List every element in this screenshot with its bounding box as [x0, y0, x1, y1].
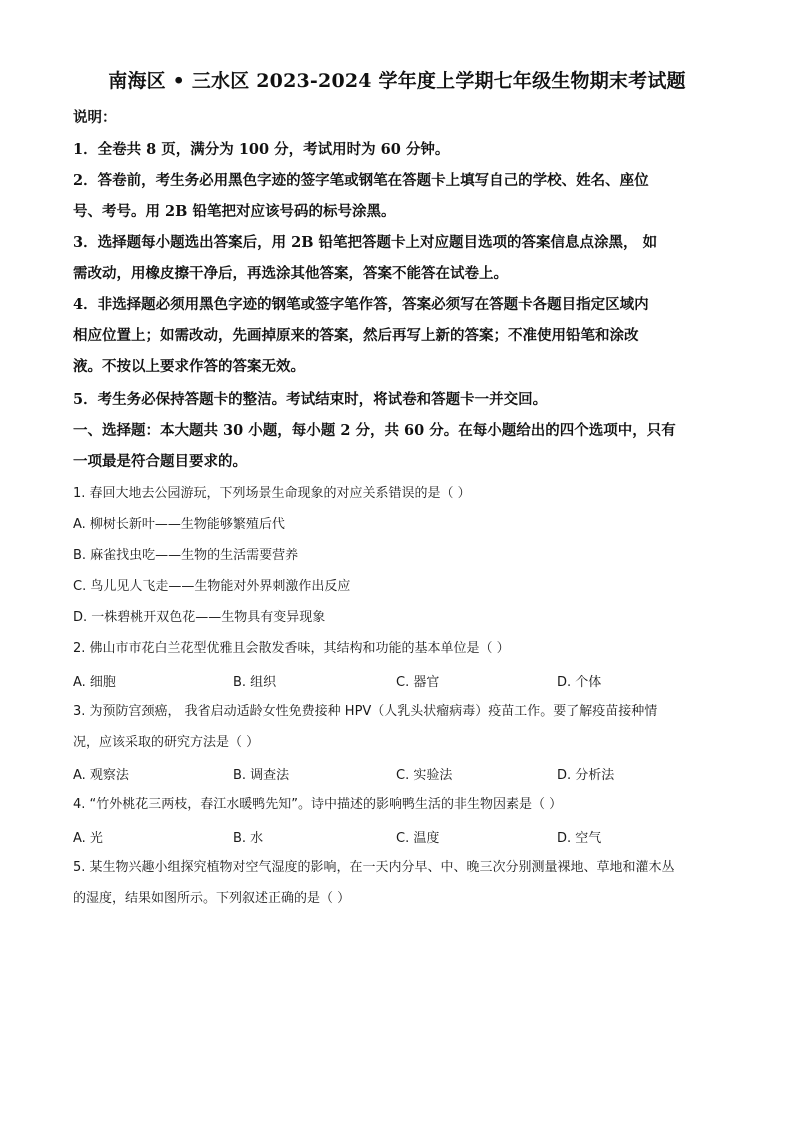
- q2-options: [73, 671, 733, 691]
- q4-option-c: C. 温度: [396, 831, 440, 846]
- q3-option-c: C. 实验法: [396, 768, 453, 783]
- section1-heading-line2: 一项最是符合题目要求的。: [73, 453, 247, 470]
- instruction-line-2: 2．答卷前，考生务必用黑色字迹的签字笔或钢笔在答题卡上填写自己的学校、姓名、座位: [73, 172, 649, 189]
- q3-option-d: D. 分析法: [557, 768, 615, 783]
- instruction-line-1: 1．全卷共 8 页，满分为 100 分，考试用时为 60 分钟。: [73, 141, 450, 158]
- q3-options: [73, 764, 733, 784]
- q4-options: [73, 827, 733, 847]
- q3-option-b: B. 调查法: [233, 768, 290, 783]
- q5-stem-line2: 的湿度，结果如图所示。下列叙述正确的是（ ）: [73, 891, 351, 906]
- q1-option-a: A. 柳树长新叶——生物能够繁殖后代: [73, 517, 285, 532]
- q4-option-b: B. 水: [233, 831, 264, 846]
- instruction-line-5: 需改动，用橡皮擦干净后，再选涂其他答案，答案不能答在试卷上。: [73, 265, 508, 282]
- q4-stem: 4. “竹外桃花三两枝，春江水暖鸭先知”。诗中描述的影响鸭生活的非生物因素是（ ）: [73, 797, 563, 812]
- instruction-line-6: 4．非选择题必须用黑色字迹的钢笔或签字笔作答，答案必须写在答题卡各题目指定区域内: [73, 296, 649, 313]
- q3-stem-line2: 况，应该采取的研究方法是（ ）: [73, 735, 260, 750]
- q3-option-a: A. 观察法: [73, 768, 129, 783]
- q4-option-a: A. 光: [73, 831, 103, 846]
- q1-option-b: B. 麻雀找虫吃——生物的生活需要营养: [73, 548, 299, 563]
- instruction-line-8: 液。不按以上要求作答的答案无效。: [73, 358, 305, 375]
- exam-title: 南海区 • 三水区 2023-2024 学年度上学期七年级生物期末考试题: [108, 70, 686, 92]
- q3-stem-line1: 3. 为预防宫颈癌， 我省启动适龄女性免费接种 HPV（人乳头状瘤病毒）疫苗工作。要了解疫苗接种情: [73, 704, 658, 719]
- q1-option-c: C. 鸟儿见人飞走——生物能对外界刺激作出反应: [73, 579, 351, 594]
- q2-option-d: D. 个体: [557, 675, 602, 690]
- instruction-line-7: 相应位置上；如需改动，先画掉原来的答案，然后再写上新的答案；不准使用铅笔和涂改: [73, 327, 639, 344]
- instruction-line-4: 3．选择题每小题选出答案后，用 2B 铅笔把答题卡上对应题目选项的答案信息点涂黑， 如: [73, 234, 658, 251]
- q2-option-b: B. 组织: [233, 675, 277, 690]
- instructions-heading: 说明：: [73, 109, 117, 126]
- q4-option-d: D. 空气: [557, 831, 602, 846]
- q1-stem: 1. 春回大地去公园游玩，下列场景生命现象的对应关系错误的是（ ）: [73, 486, 471, 501]
- instruction-line-9: 5．考生务必保持答题卡的整洁。考试结束时，将试卷和答题卡一并交回。: [73, 391, 548, 408]
- instruction-line-3: 号、考号。用 2B 铅笔把对应该号码的标号涂黑。: [73, 203, 396, 220]
- q2-option-a: A. 细胞: [73, 675, 116, 690]
- q5-stem-line1: 5. 某生物兴趣小组探究植物对空气湿度的影响，在一天内分早、中、晚三次分别测量裸地、草地和灌木丛: [73, 860, 675, 875]
- q1-option-d: D. 一株碧桃开双色花——生物具有变异现象: [73, 610, 326, 625]
- q2-option-c: C. 器官: [396, 675, 440, 690]
- q2-stem: 2. 佛山市市花白兰花型优雅且会散发香味，其结构和功能的基本单位是（ ）: [73, 641, 510, 656]
- section1-heading-line1: 一、选择题：本大题共 30 小题，每小题 2 分，共 60 分。在每小题给出的四个选项中，只有: [73, 422, 676, 439]
